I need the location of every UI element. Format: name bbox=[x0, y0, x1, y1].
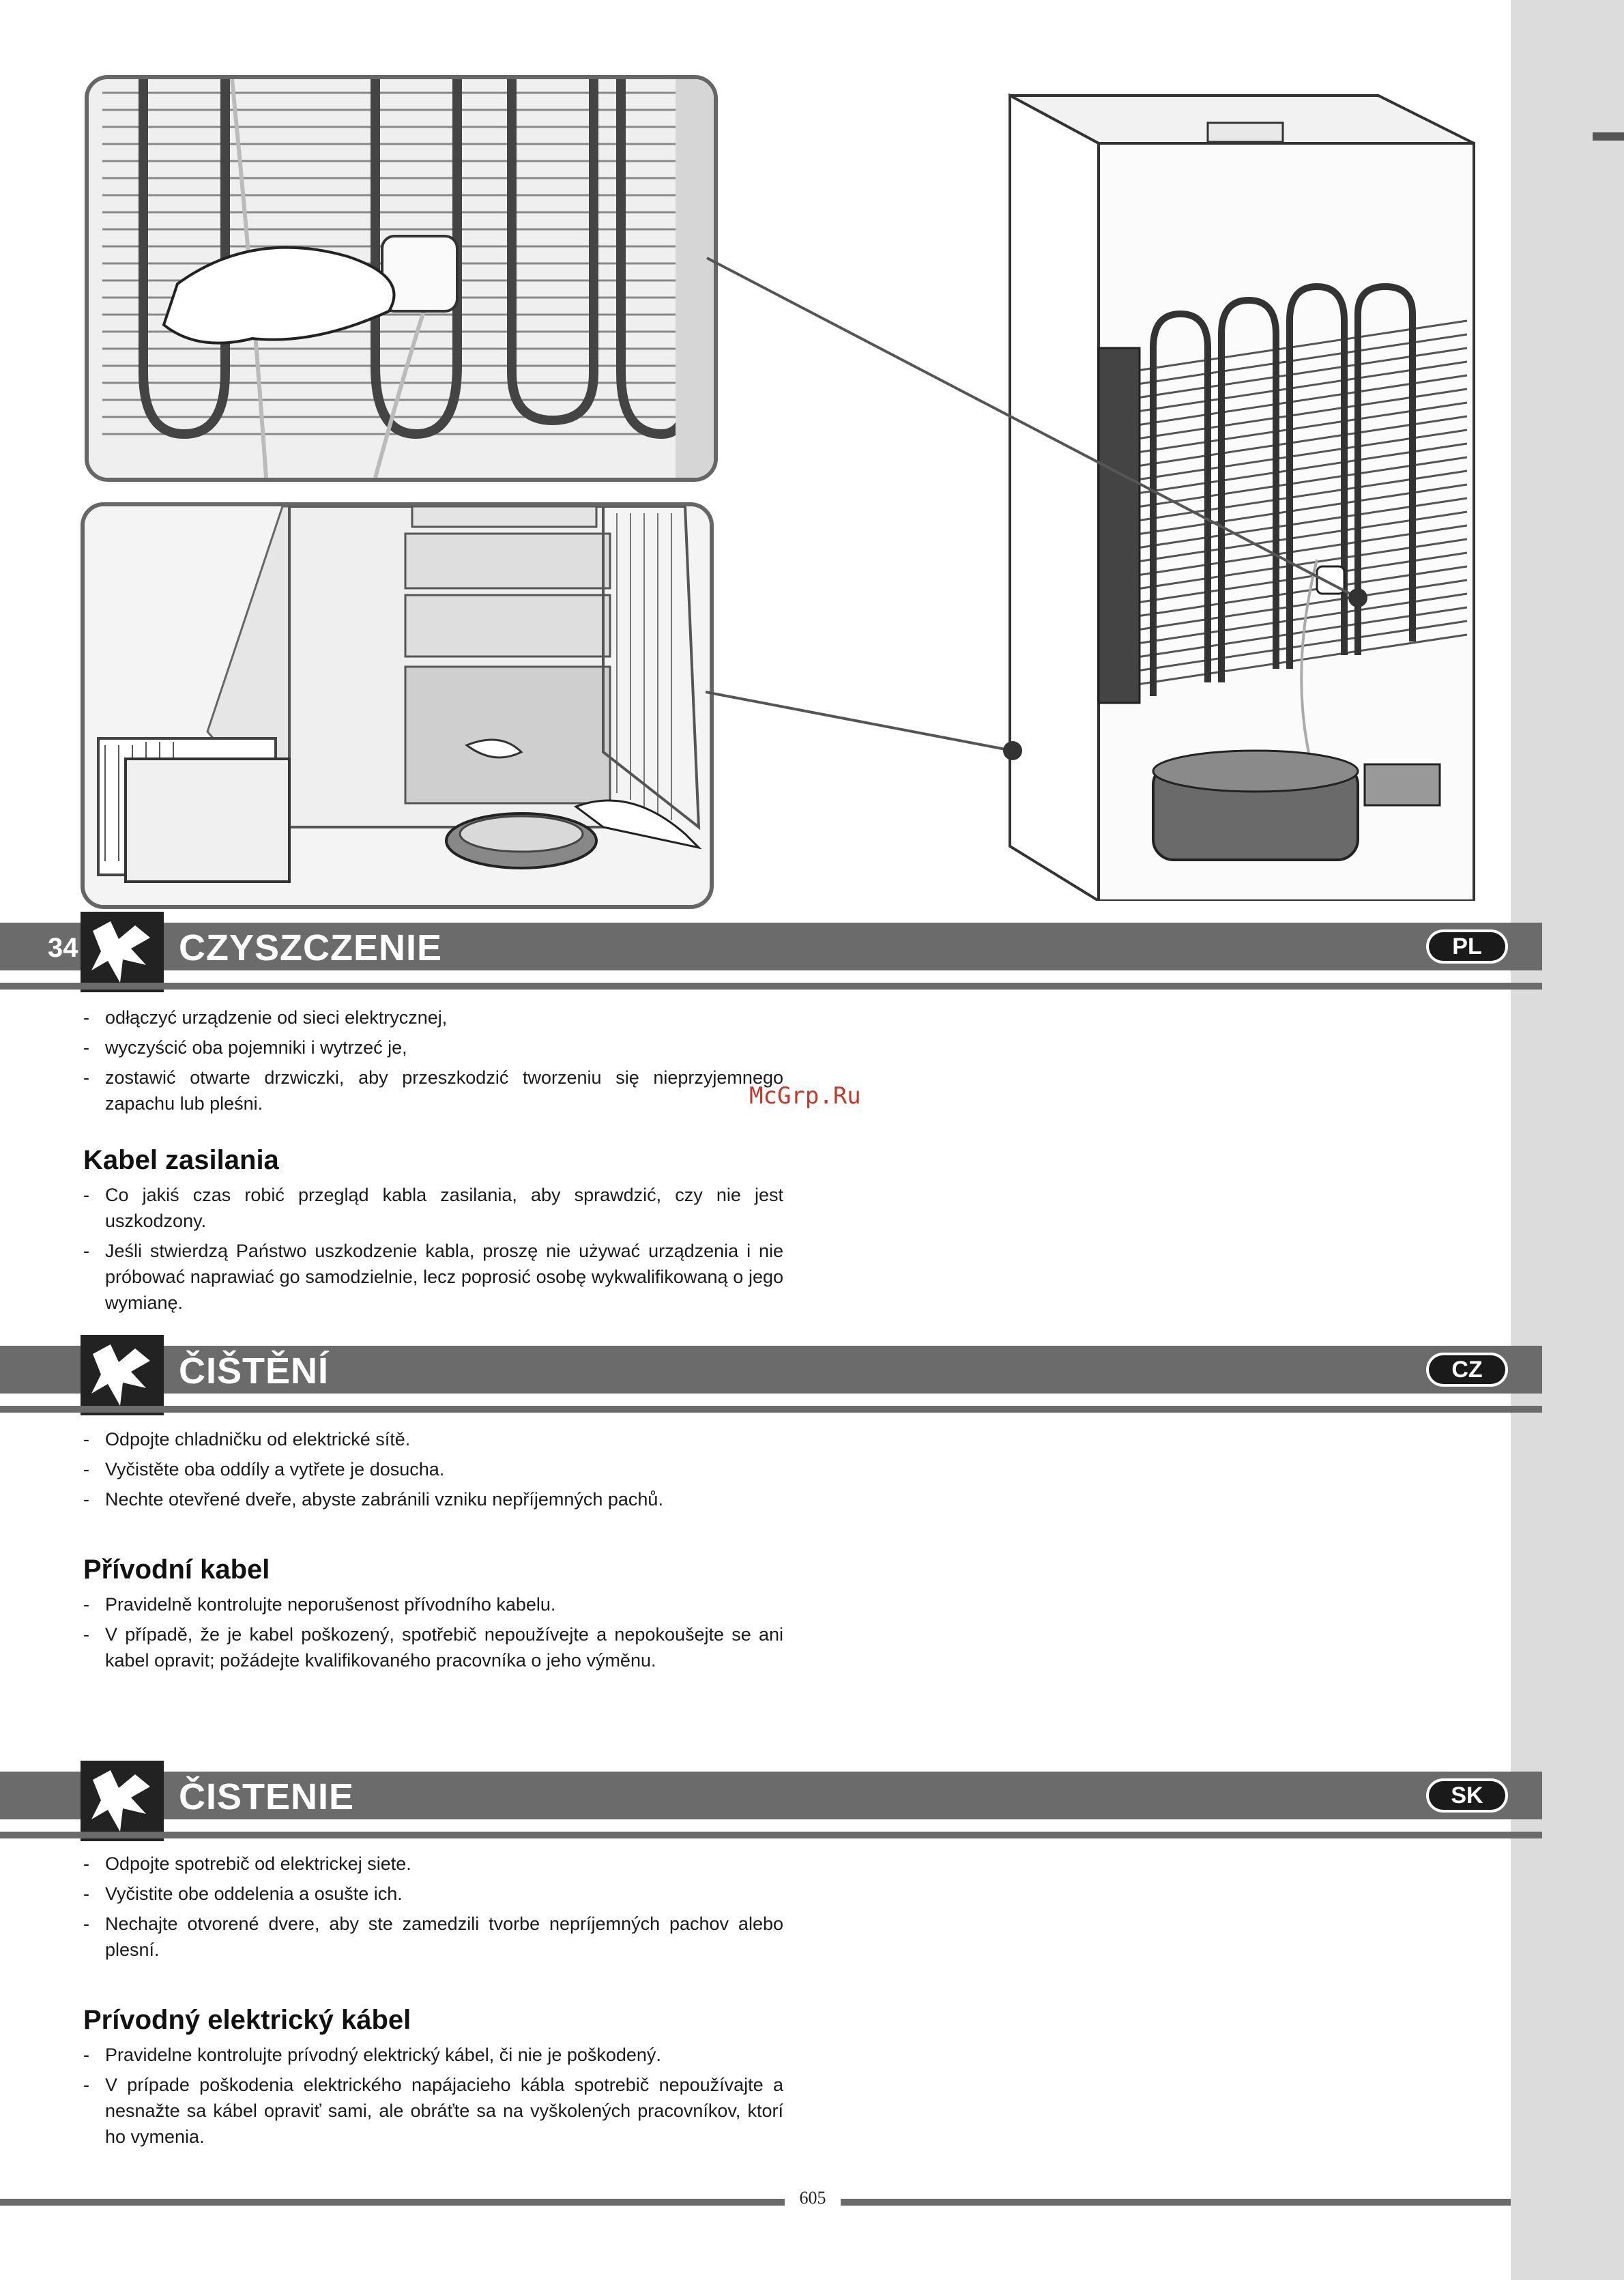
list-item: - wyczyścić oba pojemniki i wytrzeć je, bbox=[81, 1035, 783, 1060]
section-body-cz bbox=[81, 1426, 783, 1677]
section-header-sk bbox=[0, 1772, 1542, 1819]
list-item: - Vyčistite obe oddelenia a osušte ich. bbox=[81, 1881, 783, 1907]
list-item: - V prípade poškodenia elektrického napájacieho kábla spotrebič nepoužívajte a nesnažte sa kábel opraviť sami, ale obráťte sa na vyškolených pracovníkov, ktorí ho vymenia. bbox=[81, 2072, 783, 2150]
list-item: - Co jakiś czas robić przegląd kabla zasilania, aby sprawdzić, czy nie jest uszkodzony. bbox=[81, 1182, 783, 1234]
footer-page-number: 605 bbox=[799, 2188, 826, 2208]
section-body-pl bbox=[81, 1005, 783, 1320]
subheading: Přívodní kabel bbox=[83, 1555, 270, 1585]
refrigerator-back-illustration bbox=[996, 82, 1494, 901]
list-item: - Odpojte chladničku od elektrické sítě. bbox=[81, 1426, 783, 1452]
section-body-sk bbox=[81, 1851, 783, 2154]
section-title-sk: ČISTENIE bbox=[179, 1776, 355, 1817]
lang-badge-sk: SK bbox=[1426, 1778, 1508, 1813]
wrench-hand-icon bbox=[81, 1335, 164, 1415]
list-item: - odłączyć urządzenie od sieci elektrycznej, bbox=[81, 1005, 783, 1030]
section-header-cz bbox=[0, 1346, 1542, 1394]
footer-rule-right bbox=[841, 2199, 1511, 2206]
list-item: - Vyčistěte oba oddíly a vytřete je dosucha. bbox=[81, 1456, 783, 1482]
section-header-pl bbox=[0, 923, 1542, 970]
subheading: Kabel zasilania bbox=[83, 1145, 279, 1175]
list-item: - Odpojte spotrebič od elektrickej siete. bbox=[81, 1851, 783, 1877]
section-underline bbox=[0, 1406, 1542, 1413]
list-item: - Pravidelne kontrolujte prívodný elektrický kábel, či nie je poškodený. bbox=[81, 2042, 783, 2068]
freezer-cleaning-illustration bbox=[81, 502, 714, 909]
watermark: McGrp.Ru bbox=[749, 1082, 861, 1110]
side-band bbox=[1511, 0, 1624, 2280]
page-number: 34 bbox=[48, 933, 78, 963]
list-item: - Jeśli stwierdzą Państwo uszkodzenie kabla, proszę nie używać urządzenia i nie próbować naprawiać go samodzielnie, lecz poprosić osobę wykwalifikowaną o jego wymianę. bbox=[81, 1238, 783, 1316]
list-item: - V případě, že je kabel poškozený, spotřebič nepoužívejte a nepokoušejte se ani kabel opravit; požádejte kvalifikovaného pracovníka o jeho výměnu. bbox=[81, 1621, 783, 1673]
side-tab-marker bbox=[1593, 132, 1624, 141]
wrench-hand-icon bbox=[81, 912, 164, 992]
list-item: - Pravidelně kontrolujte neporušenost přívodního kabelu. bbox=[81, 1591, 783, 1617]
footer-rule-left bbox=[0, 2199, 785, 2206]
list-item: - zostawić otwarte drzwiczki, aby przeszkodzić tworzeniu się nieprzyjemnego zapachu lub pleśni. bbox=[81, 1065, 783, 1116]
section-title-pl: CZYSZCZENIE bbox=[179, 927, 443, 968]
plug-disconnect-illustration bbox=[85, 75, 718, 482]
section-underline bbox=[0, 1832, 1542, 1838]
section-underline bbox=[0, 983, 1542, 990]
wrench-hand-icon bbox=[81, 1761, 164, 1841]
lang-badge-cz: CZ bbox=[1426, 1353, 1508, 1387]
lang-badge-pl: PL bbox=[1426, 929, 1508, 964]
list-item: - Nechajte otvorené dvere, aby ste zamedzili tvorbe nepríjemných pachov alebo plesní. bbox=[81, 1911, 783, 1963]
list-item: - Nechte otevřené dveře, abyste zabránili vzniku nepříjemných pachů. bbox=[81, 1486, 783, 1512]
section-title-cz: ČIŠTĚNÍ bbox=[179, 1351, 330, 1391]
subheading: Prívodný elektrický kábel bbox=[83, 2005, 411, 2035]
